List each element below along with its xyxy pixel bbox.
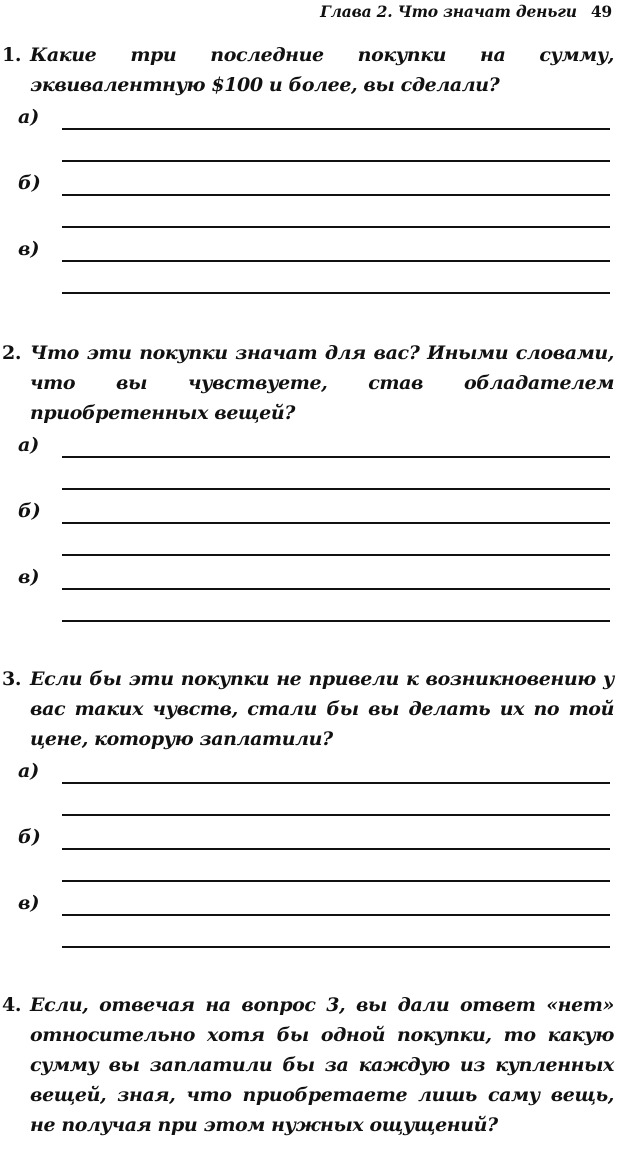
- answer-label: в): [18, 566, 40, 588]
- chapter-title: Глава 2. Что значат деньги: [320, 2, 577, 21]
- question-1-text: 1. Какие три последние покупки на сумму, эквивалентную $100 и более, вы сделали?: [2, 40, 614, 100]
- answer-label: в): [18, 892, 40, 914]
- answer-block-c: [2, 560, 614, 626]
- question-2: [2, 338, 614, 626]
- answer-line[interactable]: [62, 848, 610, 850]
- page-number: 49: [590, 2, 612, 21]
- answer-label: а): [18, 106, 40, 128]
- question-4-text: 4. Если, отвечая на вопрос 3, вы дали ответ «нет» относительно хотя бы одной покупки, то какую сумму вы заплатили бы за каждую из купленных вещей, зная, что приобретаете лишь саму вещь, не получая при этом нужных ощущений?: [2, 990, 614, 1140]
- answer-line[interactable]: [62, 522, 610, 524]
- answer-line[interactable]: [62, 226, 610, 228]
- answer-line[interactable]: [62, 194, 610, 196]
- answer-line[interactable]: [62, 782, 610, 784]
- question-1: [2, 40, 614, 298]
- answer-label: в): [18, 238, 40, 260]
- question-number: 1.: [2, 44, 22, 66]
- answer-block-b: [2, 166, 614, 232]
- running-head: [320, 2, 612, 21]
- answer-line[interactable]: [62, 160, 610, 162]
- answer-block-a: [2, 100, 614, 166]
- answer-label: б): [18, 500, 41, 522]
- question-2-text: 2. Что эти покупки значат для вас? Иными словами, что вы чувствуете, став обладателем приобретенных вещей?: [2, 338, 614, 428]
- answer-label: б): [18, 172, 41, 194]
- answer-line[interactable]: [62, 456, 610, 458]
- answer-line[interactable]: [62, 260, 610, 262]
- answer-line[interactable]: [62, 588, 610, 590]
- question-3-text: 3. Если бы эти покупки не привели к возникновению у вас таких чувств, стали бы вы делать их по той цене, которую заплатили?: [2, 664, 614, 754]
- answer-block-c: [2, 886, 614, 952]
- answer-line[interactable]: [62, 554, 610, 556]
- answer-line[interactable]: [62, 814, 610, 816]
- question-number: 2.: [2, 342, 22, 364]
- answer-label: б): [18, 826, 41, 848]
- question-number: 3.: [2, 668, 22, 690]
- answer-block-c: [2, 232, 614, 298]
- answer-line[interactable]: [62, 488, 610, 490]
- answer-label: а): [18, 434, 40, 456]
- answer-line[interactable]: [62, 620, 610, 622]
- answer-line[interactable]: [62, 880, 610, 882]
- answer-block-a: [2, 428, 614, 494]
- question-4: [2, 990, 614, 1140]
- answer-line[interactable]: [62, 128, 610, 130]
- question-3: [2, 664, 614, 952]
- answer-label: а): [18, 760, 40, 782]
- answer-line[interactable]: [62, 914, 610, 916]
- answer-block-b: [2, 494, 614, 560]
- question-number: 4.: [2, 994, 22, 1016]
- answer-line[interactable]: [62, 292, 610, 294]
- answer-block-b: [2, 820, 614, 886]
- answer-line[interactable]: [62, 946, 610, 948]
- answer-block-a: [2, 754, 614, 820]
